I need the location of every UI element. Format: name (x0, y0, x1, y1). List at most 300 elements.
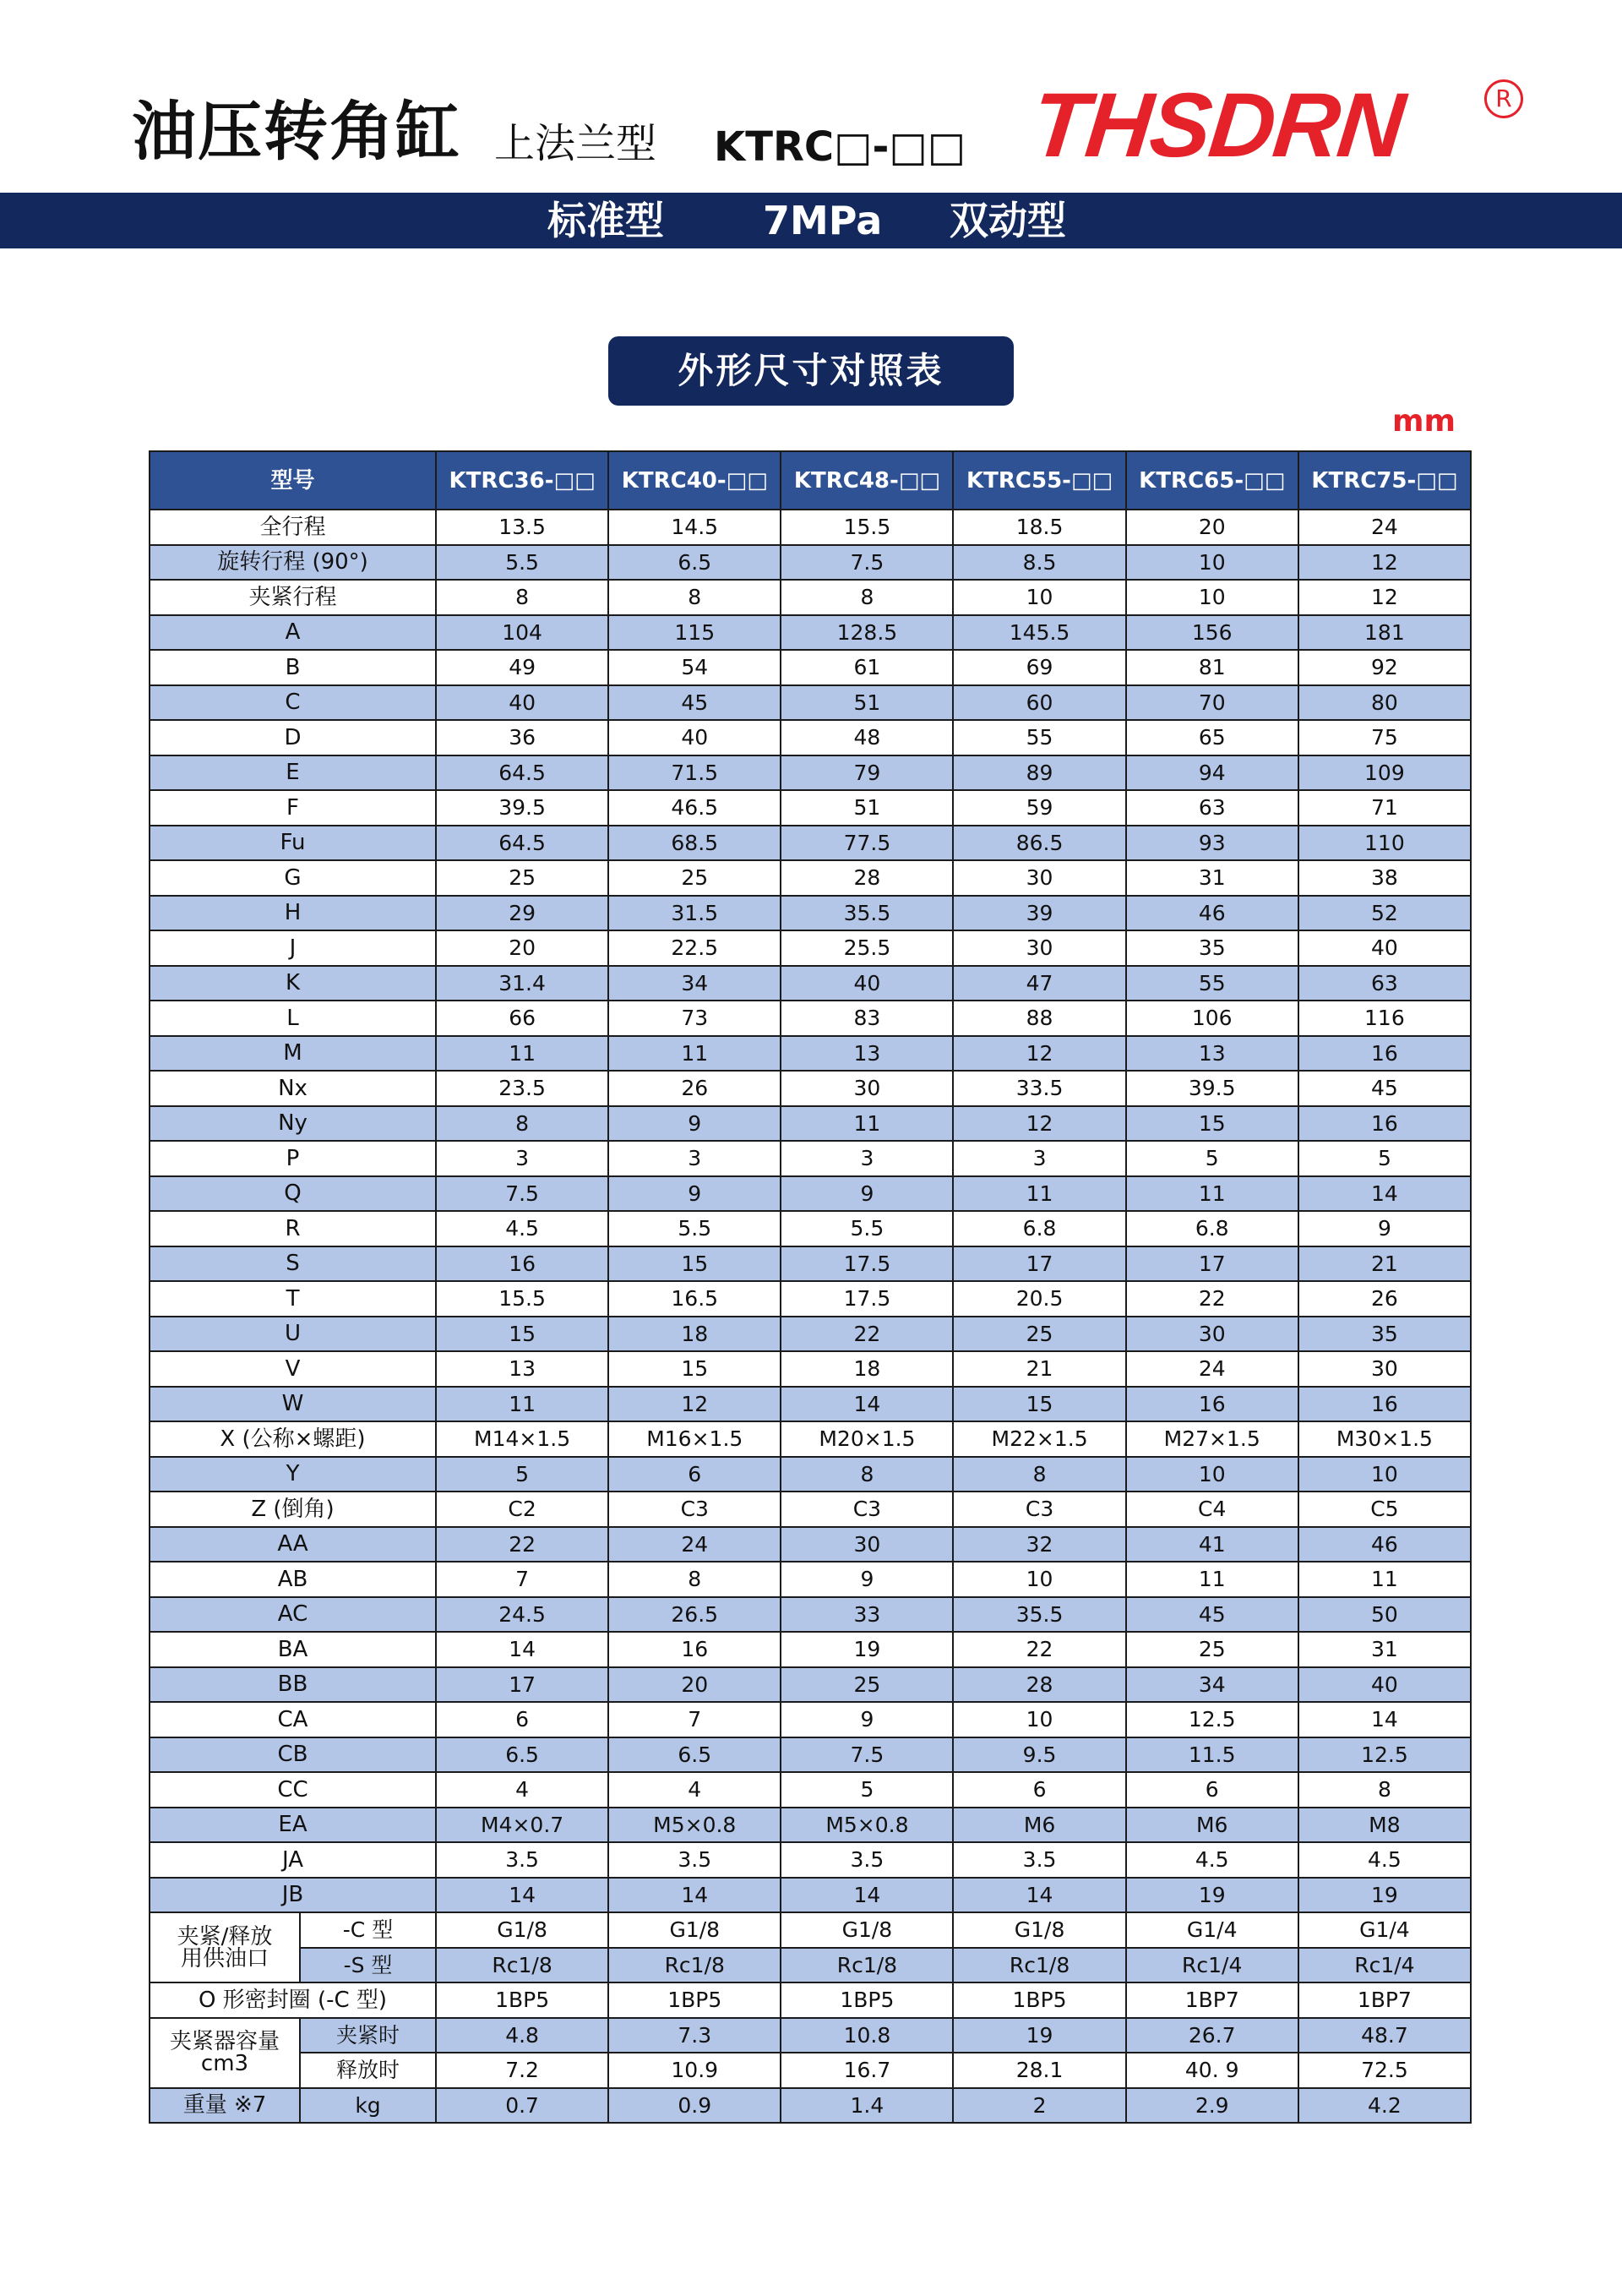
table-cell: 65 (1126, 720, 1298, 755)
table-cell: 25 (781, 1667, 953, 1703)
table-cell: 25 (953, 1317, 1125, 1352)
table-cell: 11 (436, 1387, 608, 1422)
row-label: Ny (150, 1106, 436, 1142)
table-cell: Rc1/4 (1126, 1948, 1298, 1983)
row-label: G (150, 860, 436, 896)
table-cell: M14×1.5 (436, 1421, 608, 1457)
table-cell: 20 (436, 930, 608, 966)
table-cell: 11 (1126, 1562, 1298, 1597)
table-cell: 28.1 (953, 2053, 1125, 2088)
table-cell: 6 (436, 1702, 608, 1737)
table-cell: M30×1.5 (1298, 1421, 1471, 1457)
table-cell: C3 (608, 1492, 781, 1527)
table-cell: 15.5 (436, 1281, 608, 1317)
table-row (150, 1421, 1471, 1457)
table-row (150, 1317, 1471, 1352)
table-cell: 115 (608, 615, 781, 651)
table-row (150, 1351, 1471, 1387)
table-cell: 4.5 (1298, 1842, 1471, 1878)
table-cell: 13.5 (436, 510, 608, 545)
table-cell: 1BP7 (1298, 1982, 1471, 2018)
table-cell: 8 (953, 1457, 1125, 1492)
row-label: O 形密封圈 (-C 型) (150, 1982, 436, 2018)
table-cell: 12 (953, 1036, 1125, 1072)
registered-mark-icon: R (1484, 79, 1523, 118)
table-cell: 8.5 (953, 545, 1125, 581)
table-cell: 39.5 (1126, 1071, 1298, 1106)
table-row (150, 1982, 1471, 2018)
header-model-cell: KTRC75-□□ (1298, 451, 1471, 510)
table-cell: 72.5 (1298, 2053, 1471, 2088)
row-label: K (150, 966, 436, 1001)
table-cell: 2 (953, 2088, 1125, 2124)
table-cell: 24 (1298, 510, 1471, 545)
table-cell: 10.9 (608, 2053, 781, 2088)
table-cell: 14 (781, 1878, 953, 1913)
table-cell: 16 (608, 1632, 781, 1667)
table-cell: 9 (1298, 1211, 1471, 1246)
table-cell: 18.5 (953, 510, 1125, 545)
table-cell: 5.5 (781, 1211, 953, 1246)
row-label: EA (150, 1808, 436, 1843)
table-cell: 128.5 (781, 615, 953, 651)
table-row (150, 1071, 1471, 1106)
table-cell: M20×1.5 (781, 1421, 953, 1457)
table-cell: 15.5 (781, 510, 953, 545)
table-cell: 15 (1126, 1106, 1298, 1142)
row-label: B (150, 650, 436, 685)
table-cell: 73 (608, 1001, 781, 1036)
table-cell: 77.5 (781, 826, 953, 861)
table-cell: 14 (436, 1878, 608, 1913)
table-cell: 17.5 (781, 1246, 953, 1282)
table-row (150, 930, 1471, 966)
table-cell: 11 (1298, 1562, 1471, 1597)
table-cell: 24 (1126, 1351, 1298, 1387)
table-cell: G1/8 (608, 1912, 781, 1948)
row-label: W (150, 1387, 436, 1422)
table-cell: 92 (1298, 650, 1471, 685)
table-cell: Rc1/8 (436, 1948, 608, 1983)
table-row (150, 685, 1471, 721)
table-cell: Rc1/4 (1298, 1948, 1471, 1983)
table-cell: 14 (1298, 1702, 1471, 1737)
table-row (150, 1772, 1471, 1808)
table-cell: 3 (781, 1141, 953, 1176)
table-cell: 3.5 (436, 1842, 608, 1878)
table-cell: 3.5 (781, 1842, 953, 1878)
table-cell: 4 (436, 1772, 608, 1808)
table-cell: 8 (436, 1106, 608, 1142)
table-row (150, 966, 1471, 1001)
table-cell: M22×1.5 (953, 1421, 1125, 1457)
table-cell: 7.5 (436, 1176, 608, 1212)
row-label: Q (150, 1176, 436, 1212)
table-cell: M27×1.5 (1126, 1421, 1298, 1457)
table-cell: 35 (1126, 930, 1298, 966)
table-cell: 46.5 (608, 790, 781, 826)
table-cell: 22 (436, 1527, 608, 1562)
table-cell: 39.5 (436, 790, 608, 826)
table-row (150, 1632, 1471, 1667)
table-cell: 9.5 (953, 1737, 1125, 1773)
table-cell: 109 (1298, 755, 1471, 791)
table-row (150, 1036, 1471, 1072)
table-cell: 9 (781, 1562, 953, 1597)
row-label: Fu (150, 826, 436, 861)
table-cell: 4.2 (1298, 2088, 1471, 2124)
table-cell: 63 (1298, 966, 1471, 1001)
table-cell: 25.5 (781, 930, 953, 966)
table-row (150, 1387, 1471, 1422)
row-label: JA (150, 1842, 436, 1878)
table-cell: 47 (953, 966, 1125, 1001)
table-cell: 15 (953, 1387, 1125, 1422)
row-label: AA (150, 1527, 436, 1562)
table-cell: 70 (1126, 685, 1298, 721)
table-cell: 10 (1126, 545, 1298, 581)
table-row (150, 1281, 1471, 1317)
table-header-row (150, 451, 1471, 510)
table-row (150, 545, 1471, 581)
table-cell: 16 (1298, 1387, 1471, 1422)
table-cell: 7.5 (781, 1737, 953, 1773)
spec-band (0, 193, 1622, 248)
table-cell: 2.9 (1126, 2088, 1298, 2124)
table-cell: 45 (1126, 1597, 1298, 1633)
table-row (150, 790, 1471, 826)
row-label: BB (150, 1667, 436, 1703)
row-label: 夹紧行程 (150, 580, 436, 615)
table-cell: 110 (1298, 826, 1471, 861)
table-cell: 30 (1126, 1317, 1298, 1352)
table-cell: 10 (1126, 1457, 1298, 1492)
table-cell: 38 (1298, 860, 1471, 896)
table-cell: 71.5 (608, 755, 781, 791)
table-cell: 35 (1298, 1317, 1471, 1352)
weight-label: 重量 ※7 (150, 2088, 300, 2124)
table-cell: 17 (953, 1246, 1125, 1282)
table-cell: 14.5 (608, 510, 781, 545)
table-cell: 10 (1298, 1457, 1471, 1492)
table-cell: 55 (1126, 966, 1298, 1001)
table-cell: G1/8 (436, 1912, 608, 1948)
table-cell: 3 (953, 1141, 1125, 1176)
row-label: X (公称×螺距) (150, 1421, 436, 1457)
table-cell: 35.5 (781, 896, 953, 931)
table-cell: 59 (953, 790, 1125, 826)
table-cell: 6.5 (436, 1737, 608, 1773)
table-cell: 33.5 (953, 1071, 1125, 1106)
table-cell: 55 (953, 720, 1125, 755)
table-cell: 12 (953, 1106, 1125, 1142)
row-label: BA (150, 1632, 436, 1667)
row-label: P (150, 1141, 436, 1176)
table-cell: 1BP5 (953, 1982, 1125, 2018)
pressure-label: 7MPa (763, 198, 883, 243)
weight-unit: kg (300, 2088, 436, 2124)
table-cell: M4×0.7 (436, 1808, 608, 1843)
table-cell: 48.7 (1298, 2018, 1471, 2053)
header-model-cell: KTRC48-□□ (781, 451, 953, 510)
table-cell: 66 (436, 1001, 608, 1036)
table-cell: 24.5 (436, 1597, 608, 1633)
table-cell: 26 (608, 1071, 781, 1106)
table-row (150, 1527, 1471, 1562)
table-cell: 61 (781, 650, 953, 685)
table-row (150, 1141, 1471, 1176)
table-cell: 45 (608, 685, 781, 721)
table-cell: G1/4 (1126, 1912, 1298, 1948)
table-cell: 8 (436, 580, 608, 615)
table-row (150, 1457, 1471, 1492)
table-cell: 30 (781, 1527, 953, 1562)
table-cell: 23.5 (436, 1071, 608, 1106)
table-cell: Rc1/8 (781, 1948, 953, 1983)
table-cell: 5 (781, 1772, 953, 1808)
table-cell: 10 (953, 1702, 1125, 1737)
table-row (150, 826, 1471, 861)
table-cell: 10 (1126, 580, 1298, 615)
table-row (150, 1492, 1471, 1527)
table-cell: 1BP5 (436, 1982, 608, 2018)
row-label: CB (150, 1737, 436, 1773)
table-cell: 33 (781, 1597, 953, 1633)
table-cell: 3.5 (608, 1842, 781, 1878)
table-cell: 13 (781, 1036, 953, 1072)
table-cell: G1/8 (781, 1912, 953, 1948)
table-cell: 29 (436, 896, 608, 931)
table-cell: M6 (1126, 1808, 1298, 1843)
table-cell: 14 (953, 1878, 1125, 1913)
table-cell: 16 (1298, 1106, 1471, 1142)
row-label: Nx (150, 1071, 436, 1106)
table-cell: 40 (436, 685, 608, 721)
table-cell: 12 (1298, 580, 1471, 615)
table-cell: 5.5 (608, 1211, 781, 1246)
table-cell: M5×0.8 (781, 1808, 953, 1843)
table-row (150, 1667, 1471, 1703)
row-label: L (150, 1001, 436, 1036)
table-row (150, 1211, 1471, 1246)
table-cell: Rc1/8 (953, 1948, 1125, 1983)
table-cell: 8 (1298, 1772, 1471, 1808)
table-cell: C3 (953, 1492, 1125, 1527)
table-cell: 20.5 (953, 1281, 1125, 1317)
table-cell: 6.5 (608, 1737, 781, 1773)
model-code: KTRC□-□□ (714, 123, 966, 171)
table-cell: 9 (608, 1106, 781, 1142)
table-cell: 4.5 (1126, 1842, 1298, 1878)
table-cell: 19 (953, 2018, 1125, 2053)
header-model-cell: KTRC55-□□ (953, 451, 1125, 510)
table-cell: 5 (1298, 1141, 1471, 1176)
table-cell: 64.5 (436, 826, 608, 861)
row-label: E (150, 755, 436, 791)
table-cell: 31.5 (608, 896, 781, 931)
capacity-clamp-label: 夹紧时 (300, 2018, 436, 2053)
table-cell: C3 (781, 1492, 953, 1527)
table-cell: 14 (608, 1878, 781, 1913)
table-cell: 68.5 (608, 826, 781, 861)
row-label: V (150, 1351, 436, 1387)
table-cell: 22 (953, 1632, 1125, 1667)
table-cell: 17 (436, 1667, 608, 1703)
row-label: AC (150, 1597, 436, 1633)
table-cell: 71 (1298, 790, 1471, 826)
table-cell: 45 (1298, 1071, 1471, 1106)
table-cell: 16 (1126, 1387, 1298, 1422)
table-row (150, 1912, 1471, 1948)
table-cell: 20 (608, 1667, 781, 1703)
table-cell: 32 (953, 1527, 1125, 1562)
table-cell: 93 (1126, 826, 1298, 861)
table-row (150, 755, 1471, 791)
row-label: U (150, 1317, 436, 1352)
table-cell: 26 (1298, 1281, 1471, 1317)
table-cell: 11 (953, 1176, 1125, 1212)
table-cell: 17.5 (781, 1281, 953, 1317)
row-label: M (150, 1036, 436, 1072)
table-cell: 34 (1126, 1667, 1298, 1703)
table-row (150, 1106, 1471, 1142)
table-cell: 14 (1298, 1176, 1471, 1212)
row-label: CA (150, 1702, 436, 1737)
dimension-table (149, 450, 1472, 2124)
table-cell: 6.8 (953, 1211, 1125, 1246)
row-label: S (150, 1246, 436, 1282)
table-row (150, 510, 1471, 545)
brand-logo: THSDRN (1026, 74, 1408, 176)
table-cell: 31.4 (436, 966, 608, 1001)
row-label: D (150, 720, 436, 755)
table-cell: 15 (608, 1246, 781, 1282)
table-cell: 7 (436, 1562, 608, 1597)
table-cell: 4.5 (436, 1211, 608, 1246)
section-label: 外形尺寸对照表 (608, 336, 1014, 406)
table-cell: 0.7 (436, 2088, 608, 2124)
row-label: Y (150, 1457, 436, 1492)
table-row (150, 1878, 1471, 1913)
table-cell: 9 (781, 1176, 953, 1212)
table-cell: 22.5 (608, 930, 781, 966)
table-cell: 9 (781, 1702, 953, 1737)
product-subtitle: 上法兰型 (494, 120, 657, 167)
table-cell: 41 (1126, 1527, 1298, 1562)
table-cell: 40. 9 (1126, 2053, 1298, 2088)
table-cell: 19 (1298, 1878, 1471, 1913)
table-cell: 10 (953, 580, 1125, 615)
table-cell: 8 (781, 580, 953, 615)
table-cell: 14 (781, 1387, 953, 1422)
table-cell: 6 (1126, 1772, 1298, 1808)
capacity-group-label: 夹紧器容量 cm3 (150, 2018, 300, 2088)
row-label: 全行程 (150, 510, 436, 545)
table-cell: 0.9 (608, 2088, 781, 2124)
table-cell: 88 (953, 1001, 1125, 1036)
table-row (150, 1808, 1471, 1843)
table-cell: 79 (781, 755, 953, 791)
table-cell: 3.5 (953, 1842, 1125, 1878)
table-cell: 9 (608, 1176, 781, 1212)
table-cell: 16 (436, 1246, 608, 1282)
row-label: A (150, 615, 436, 651)
row-label: C (150, 685, 436, 721)
header-model-cell: KTRC36-□□ (436, 451, 608, 510)
table-row (150, 1702, 1471, 1737)
table-cell: 83 (781, 1001, 953, 1036)
table-cell: 25 (436, 860, 608, 896)
header-model-label: 型号 (150, 451, 436, 510)
table-cell: M16×1.5 (608, 1421, 781, 1457)
table-cell: 116 (1298, 1001, 1471, 1036)
table-cell: 4 (608, 1772, 781, 1808)
port-s-label: -S 型 (300, 1948, 436, 1983)
table-cell: Rc1/8 (608, 1948, 781, 1983)
table-cell: 6.8 (1126, 1211, 1298, 1246)
table-cell: 16.5 (608, 1281, 781, 1317)
table-cell: 14 (436, 1632, 608, 1667)
table-row (150, 1597, 1471, 1633)
table-row (150, 650, 1471, 685)
table-cell: 80 (1298, 685, 1471, 721)
table-cell: 8 (781, 1457, 953, 1492)
row-label: R (150, 1211, 436, 1246)
table-row (150, 1562, 1471, 1597)
table-cell: 28 (781, 860, 953, 896)
table-cell: 6 (953, 1772, 1125, 1808)
table-cell: 8 (608, 1562, 781, 1597)
table-cell: 18 (608, 1317, 781, 1352)
table-cell: 18 (781, 1351, 953, 1387)
table-cell: 1BP7 (1126, 1982, 1298, 2018)
table-row (150, 860, 1471, 896)
table-cell: C4 (1126, 1492, 1298, 1527)
table-cell: 7.3 (608, 2018, 781, 2053)
table-row (150, 1948, 1471, 1983)
table-cell: M8 (1298, 1808, 1471, 1843)
table-cell: 12 (608, 1387, 781, 1422)
table-row (150, 720, 1471, 755)
table-cell: 60 (953, 685, 1125, 721)
table-cell: 7.2 (436, 2053, 608, 2088)
table-cell: 1BP5 (608, 1982, 781, 2018)
table-cell: 13 (436, 1351, 608, 1387)
table-cell: 28 (953, 1667, 1125, 1703)
table-cell: 11.5 (1126, 1737, 1298, 1773)
table-cell: 94 (1126, 755, 1298, 791)
type-label: 标准型 (547, 198, 664, 243)
table-cell: 30 (781, 1071, 953, 1106)
table-cell: 34 (608, 966, 781, 1001)
table-cell: 86.5 (953, 826, 1125, 861)
table-cell: 51 (781, 685, 953, 721)
table-cell: 20 (1126, 510, 1298, 545)
port-c-label: -C 型 (300, 1912, 436, 1948)
table-cell: G1/8 (953, 1912, 1125, 1948)
table-cell: 52 (1298, 896, 1471, 931)
table-cell: 15 (608, 1351, 781, 1387)
table-cell: 5 (1126, 1141, 1298, 1176)
table-row (150, 896, 1471, 931)
table-cell: 1.4 (781, 2088, 953, 2124)
row-label: CC (150, 1772, 436, 1808)
row-label: F (150, 790, 436, 826)
table-cell: 54 (608, 650, 781, 685)
port-group-label: 夹紧/释放 用供油口 (150, 1912, 300, 1982)
table-cell: 11 (608, 1036, 781, 1072)
table-cell: 10 (953, 1562, 1125, 1597)
